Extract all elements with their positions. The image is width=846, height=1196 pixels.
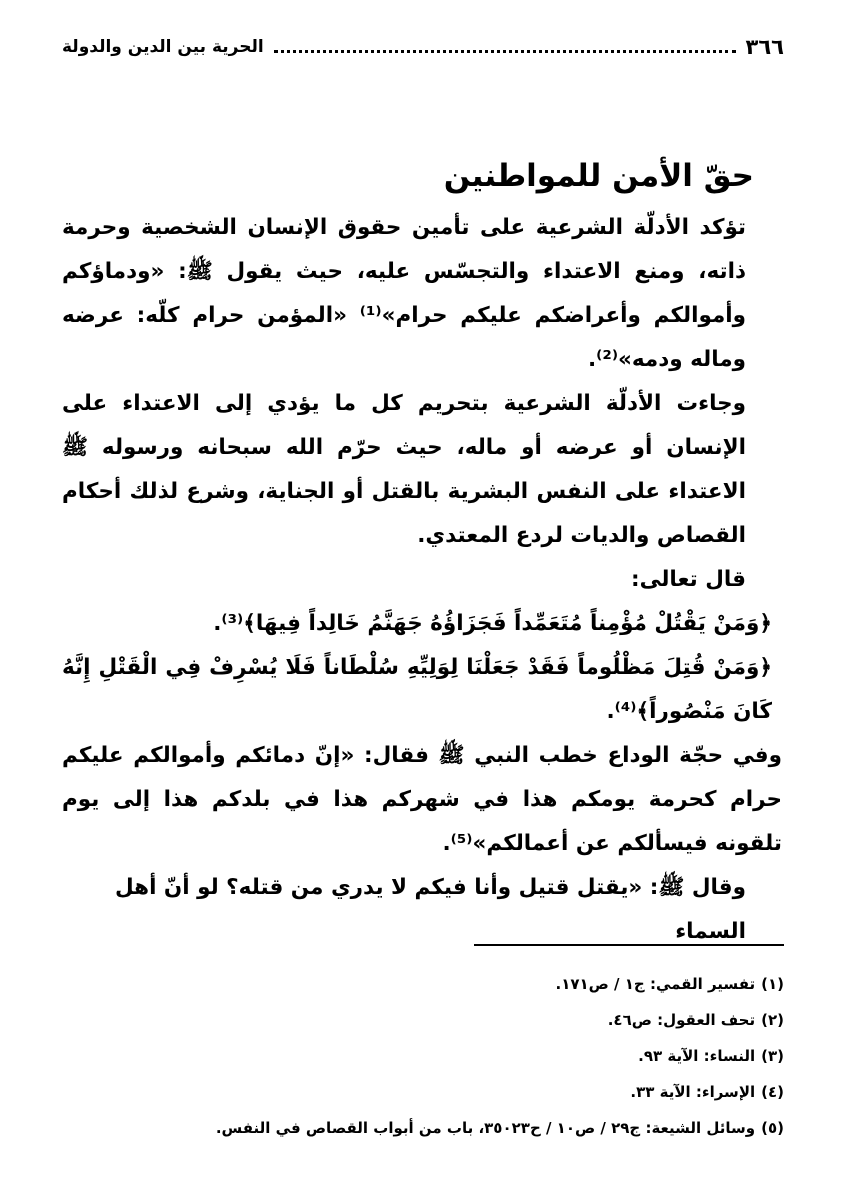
footnote-marker: (٢)	[761, 1011, 784, 1029]
footnote-marker: (١)	[761, 975, 784, 993]
footnotes	[64, 966, 784, 1146]
footnote	[64, 1074, 784, 1110]
footnote	[64, 1038, 784, 1074]
footnote-text: النساء: الآية ٩٣.	[638, 1047, 756, 1065]
footnote-marker: (٥)	[761, 1119, 784, 1137]
footnote-separator	[474, 944, 784, 946]
section-heading: حقّ الأمن للمواطنين	[443, 157, 754, 194]
quran-verse: ﴿وَمَنْ يَقْتُلْ مُؤْمِناً مُتَعَمِّداً فَجَزَاؤُهُ جَهَنَّمُ خَالِداً فِيهَا﴾⁽³⁾.	[213, 611, 772, 636]
quran-verse: ﴿وَمَنْ قُتِلَ مَظْلُوماً فَقَدْ جَعَلْنَا لِوَلِيِّهِ سُلْطَاناً فَلَا يُسْرِفْ فِي الْقَتْلِ إِنَّهُ كَانَ مَنْصُوراً﴾⁽⁴⁾.	[62, 655, 772, 724]
footnote-text: تحف العقول: ص٤٦.	[607, 1011, 756, 1029]
footnote-marker: (٣)	[761, 1047, 784, 1065]
footnote-marker: (٤)	[761, 1083, 784, 1101]
footnote-text: تفسير القمي: ج١ / ص١٧١.	[555, 975, 756, 993]
running-header	[62, 30, 784, 64]
paragraph: وجاءت الأدلّة الشرعية بتحريم كل ما يؤدي إلى الاعتداء على الإنسان أو عرضه أو ماله، حيث حرّم الله سبحانه ورسوله ﷺ الاعتداء على النفس البشرية بالقتل أو الجناية، وشرع لذلك أحكام القصاص والديات لردع المعتدي.	[62, 391, 746, 548]
book-title: الحرية بين الدين والدولة	[62, 37, 264, 57]
page-number: ٣٦٦	[745, 35, 784, 59]
footnote	[64, 1002, 784, 1038]
paragraph: تؤكد الأدلّة الشرعية على تأمين حقوق الإنسان الشخصية وحرمة ذاته، ومنع الاعتداء والتجسّس عليه، حيث يقول ﷺ: «ودماؤكم وأموالكم وأعراضكم عليكم حرام»⁽¹⁾ «المؤمن حرام كلّه: عرضه وماله ودمه»⁽²⁾.	[62, 215, 746, 372]
footnote-text: الإسراء: الآية ٣٣.	[630, 1083, 756, 1101]
footnote	[64, 966, 784, 1002]
paragraph: قال تعالى:	[631, 567, 746, 592]
header-dotted-leader	[274, 50, 736, 53]
body-text	[62, 206, 782, 954]
footnote	[64, 1110, 784, 1146]
paragraph: وفي حجّة الوداع خطب النبي ﷺ فقال: «إنّ دمائكم وأموالكم عليكم حرام كحرمة يومكم هذا في شهركم هذا في بلدكم هذا إلى يوم تلقونه فيسألكم عن أعمالكم»⁽⁵⁾.	[62, 743, 782, 856]
paragraph: وقال ﷺ: «يقتل قتيل وأنا فيكم لا يدري من قتله؟ لو أنّ أهل السماء	[114, 875, 746, 944]
footnote-text: وسائل الشيعة: ج٢٩ / ص١٠ / ح٣٥٠٢٣، باب من أبواب القصاص في النفس.	[215, 1119, 756, 1137]
